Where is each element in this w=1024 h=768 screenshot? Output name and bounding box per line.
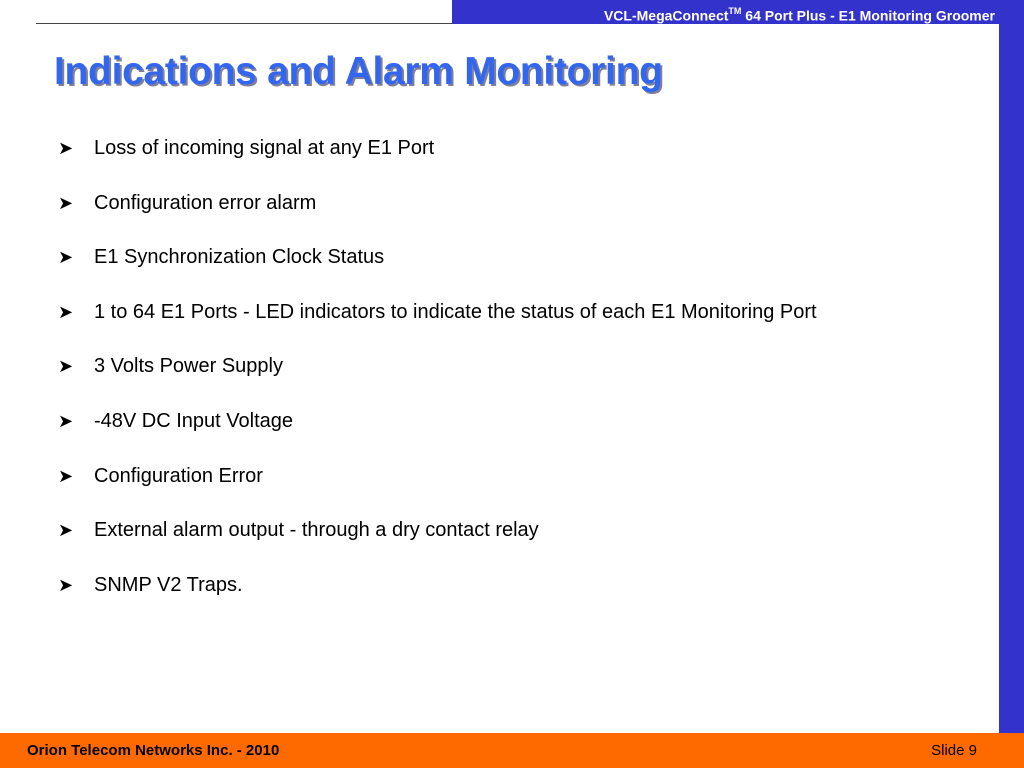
footer-company: Orion Telecom Networks Inc. - 2010 (27, 742, 280, 759)
arrow-bullet-icon: ➤ (58, 410, 74, 431)
bullet-text: Configuration error alarm (94, 191, 317, 214)
bullet-item (58, 464, 817, 519)
arrow-bullet-icon: ➤ (58, 247, 74, 268)
arrow-bullet-icon: ➤ (58, 192, 74, 213)
slide-title: Indications and Alarm Monitoring (54, 50, 663, 93)
arrow-bullet-icon: ➤ (58, 138, 74, 158)
slide-number: Slide 9 (931, 742, 977, 759)
arrow-bullet-icon: ➤ (58, 301, 74, 322)
bullet-text: 3 Volts Power Supply (94, 355, 283, 378)
top-divider (36, 23, 452, 24)
bullet-item (58, 136, 817, 191)
bullet-item (58, 518, 817, 573)
header-banner (452, 0, 999, 24)
arrow-bullet-icon: ➤ (58, 356, 74, 377)
bullet-text: SNMP V2 Traps. (94, 573, 243, 596)
bullet-list (58, 136, 817, 627)
arrow-bullet-icon: ➤ (58, 465, 74, 486)
trademark-mark: TM (728, 6, 742, 16)
bullet-item (58, 409, 817, 464)
bullet-item (58, 354, 817, 409)
product-subtitle: 64 Port Plus - E1 Monitoring Groomer (741, 7, 995, 24)
bullet-text: Configuration Error (94, 464, 263, 487)
arrow-bullet-icon: ➤ (58, 574, 74, 595)
footer-bar (0, 733, 1024, 768)
right-accent-bar (999, 0, 1024, 733)
arrow-bullet-icon: ➤ (58, 520, 74, 541)
bullet-text: E1 Synchronization Clock Status (94, 246, 385, 269)
bullet-item (58, 191, 817, 246)
product-name: VCL-MegaConnect (603, 7, 729, 24)
bullet-text: 1 to 64 E1 Ports - LED indicators to indicate the status of each E1 Monitoring Port (94, 300, 817, 323)
bullet-text: External alarm output - through a dry contact relay (94, 519, 539, 542)
bullet-item (58, 245, 817, 300)
bullet-text: -48V DC Input Voltage (94, 409, 294, 432)
bullet-text: Loss of incoming signal at any E1 Port (94, 137, 435, 159)
bullet-item (58, 300, 817, 355)
bullet-item (58, 573, 817, 628)
